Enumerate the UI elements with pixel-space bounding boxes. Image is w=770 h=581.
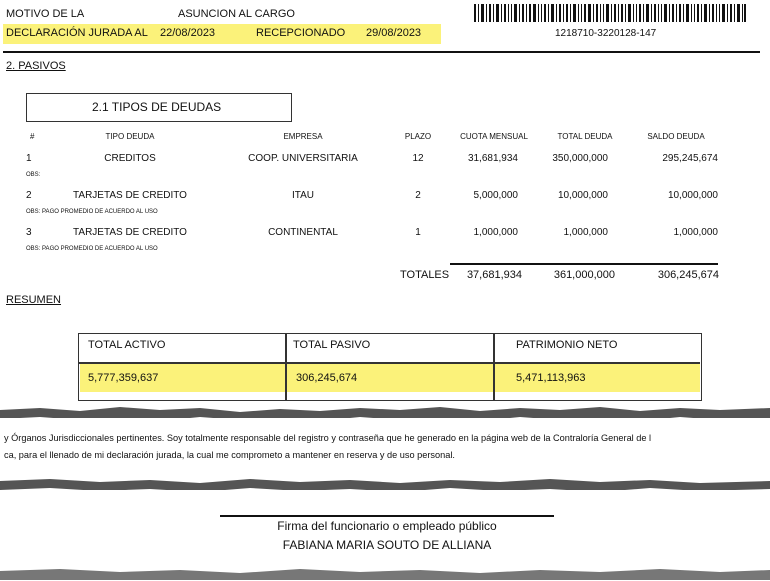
signature-caption: Firma del funcionario o empleado público	[277, 519, 497, 533]
col-header-tipo: TIPO DEUDA	[105, 132, 155, 141]
row2-obs: OBS: PAGO PROMEDIO DE ACUERDO AL USO	[26, 209, 158, 215]
resumen-header-divider	[79, 362, 700, 364]
resumen-value-pasivo: 306,245,674	[296, 372, 358, 384]
row1-num: 1	[26, 153, 32, 164]
col-header-cuota: CUOTA MENSUAL	[460, 132, 528, 141]
row2-plazo: 2	[415, 190, 421, 201]
row2-total: 10,000,000	[557, 190, 608, 201]
signature-name: FABIANA MARIA SOUTO DE ALLIANA	[282, 538, 492, 552]
recepcionado-date: 29/08/2023	[366, 27, 422, 39]
totals-cuota: 37,681,934	[466, 269, 522, 281]
totals-divider	[450, 263, 718, 265]
resumen-col-divider-1	[285, 334, 287, 400]
resumen-title: RESUMEN	[6, 294, 62, 306]
resumen-value-patrimonio: 5,471,113,963	[516, 372, 586, 384]
row2-empresa: ITAU	[291, 190, 315, 201]
row2-saldo: 10,000,000	[667, 190, 718, 201]
totals-saldo: 306,245,674	[657, 269, 719, 281]
signature-line	[220, 515, 554, 517]
section-title: 2. PASIVOS	[6, 60, 66, 72]
torn-edge-bottom	[0, 566, 770, 580]
row3-cuota: 1,000,000	[473, 227, 518, 238]
statement-line-1: y Órganos Jurisdiccionales pertinentes. Soy totalmente responsable del registro y contraseña que he generado en la página web de la Contraloría General de l	[4, 433, 652, 443]
row3-plazo: 1	[415, 227, 421, 238]
row3-empresa: CONTINENTAL	[268, 227, 338, 238]
statement-line-2: ca, para el llenado de mi declaración jurada, la cual me comprometo a mantener en reserva y de uso personal.	[4, 450, 455, 460]
row2-tipo: TARJETAS DE CREDITO	[73, 190, 187, 201]
totals-total: 361,000,000	[553, 269, 615, 281]
barcode	[474, 4, 746, 22]
row1-empresa: COOP. UNIVERSITARIA	[248, 153, 358, 164]
debt-types-title: 2.1 TIPOS DE DEUDAS	[92, 100, 222, 114]
torn-edge-top	[0, 404, 770, 418]
resumen-header-activo: TOTAL ACTIVO	[88, 339, 166, 351]
col-header-empresa: EMPRESA	[283, 132, 323, 141]
col-header-plazo: PLAZO	[404, 132, 432, 141]
col-header-saldo: SALDO DEUDA	[647, 132, 705, 141]
row1-tipo: CREDITOS	[104, 153, 156, 164]
row3-saldo: 1,000,000	[673, 227, 718, 238]
col-header-total: TOTAL DEUDA	[557, 132, 613, 141]
motivo-value: ASUNCION AL CARGO	[178, 8, 295, 20]
row1-total: 350,000,000	[552, 153, 608, 164]
torn-edge-middle	[0, 476, 770, 490]
header-divider	[3, 51, 760, 53]
row3-num: 3	[26, 227, 32, 238]
resumen-value-activo: 5,777,359,637	[88, 372, 159, 384]
declaracion-label: DECLARACIÓN JURADA AL	[6, 27, 148, 39]
row3-obs: OBS: PAGO PROMEDIO DE ACUERDO AL USO	[26, 246, 158, 252]
resumen-header-pasivo: TOTAL PASIVO	[293, 339, 371, 351]
row3-tipo: TARJETAS DE CREDITO	[73, 227, 187, 238]
motivo-label: MOTIVO DE LA	[6, 8, 85, 20]
col-header-num: #	[30, 132, 35, 141]
recepcionado-label: RECEPCIONADO	[256, 27, 346, 39]
row1-plazo: 12	[412, 153, 424, 164]
declaracion-date: 22/08/2023	[160, 27, 216, 39]
row2-cuota: 5,000,000	[473, 190, 518, 201]
row1-cuota: 31,681,934	[467, 153, 518, 164]
row2-num: 2	[26, 190, 32, 201]
resumen-header-patrimonio: PATRIMONIO NETO	[516, 339, 618, 351]
row1-saldo: 295,245,674	[662, 153, 718, 164]
row1-obs: OBS:	[26, 172, 41, 178]
doc-number: 1218710-3220128-147	[555, 28, 657, 39]
row3-total: 1,000,000	[563, 227, 608, 238]
totals-label: TOTALES	[400, 269, 450, 281]
resumen-col-divider-2	[493, 334, 495, 400]
